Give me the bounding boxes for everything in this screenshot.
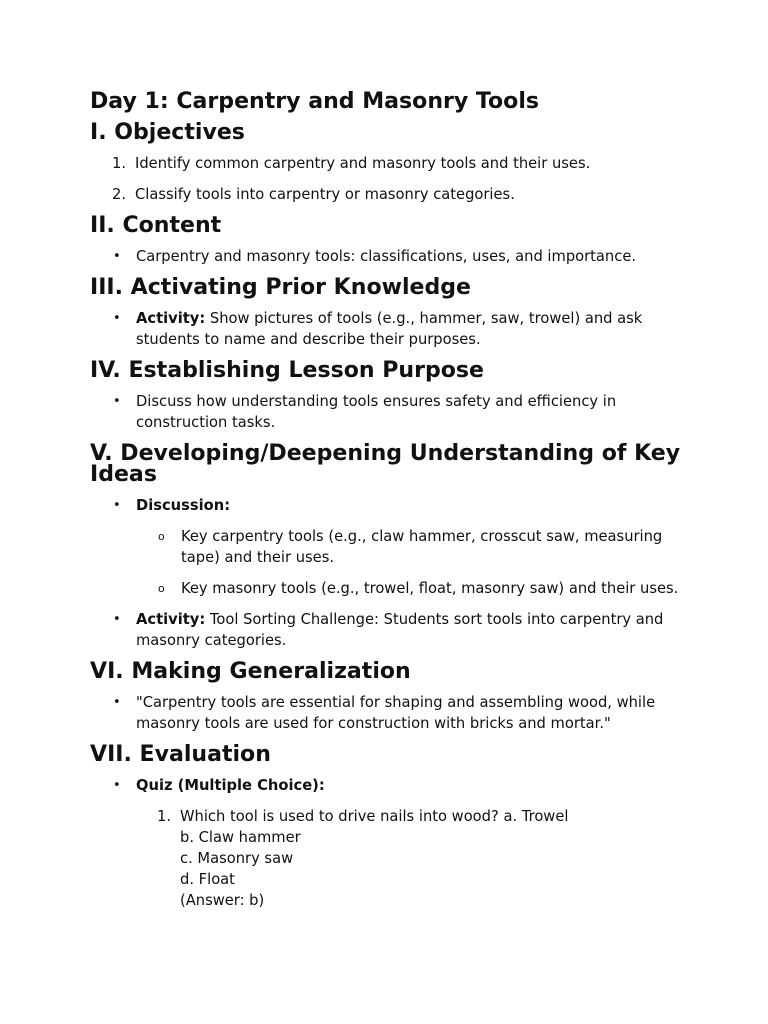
generalization-heading: VI. Making Generalization [90, 659, 411, 684]
prior-knowledge-heading: III. Activating Prior Knowledge [90, 275, 471, 300]
list-number: 1. [157, 808, 172, 825]
bullet-icon: • [113, 311, 121, 326]
activity-label: Activity: [136, 310, 206, 327]
circle-bullet-icon: o [158, 530, 165, 543]
quiz-question [90, 806, 690, 911]
answer-option: d. Float [180, 871, 235, 888]
prior-knowledge-item [90, 308, 690, 350]
activity-label: Activity: [136, 611, 206, 628]
bullet-icon: • [113, 498, 121, 513]
lesson-purpose-text: Discuss how understanding tools ensures safety and efficiency in construction tasks. [136, 393, 617, 431]
content-text: Carpentry and masonry tools: classifications, uses, and importance. [136, 248, 637, 265]
lesson-purpose-item [90, 391, 690, 433]
key-ideas-heading: V. Developing/Deepening Understanding of Key Ideas [90, 441, 681, 487]
content-heading: II. Content [90, 213, 222, 238]
list-number: 2. [112, 186, 127, 203]
document-title: Day 1: Carpentry and Masonry Tools [90, 89, 540, 114]
bullet-icon: • [113, 394, 121, 409]
question-text: Which tool is used to drive nails into wood? a. Trowel [180, 808, 569, 825]
objective-item [90, 184, 690, 205]
discussion-sub-item [90, 526, 690, 568]
discussion-label: Discussion: [136, 497, 231, 514]
quiz-label: Quiz (Multiple Choice): [136, 777, 325, 794]
generalization-item [90, 692, 690, 734]
quiz-question-body [180, 806, 690, 911]
lesson-purpose-heading: IV. Establishing Lesson Purpose [90, 358, 484, 383]
lesson-plan [90, 91, 690, 921]
evaluation-heading: VII. Evaluation [90, 742, 271, 767]
discussion-item [90, 495, 690, 516]
sorting-activity-text [136, 609, 690, 651]
activity-description: Tool Sorting Challenge: Students sort tools into carpentry and masonry categories. [136, 611, 664, 649]
objective-text: Identify common carpentry and masonry tools and their uses. [135, 155, 591, 172]
bullet-icon: • [113, 695, 121, 710]
content-item [90, 246, 690, 267]
discussion-sub-text: Key masonry tools (e.g., trowel, float, masonry saw) and their uses. [181, 580, 679, 597]
circle-bullet-icon: o [158, 582, 165, 595]
prior-knowledge-text [136, 308, 690, 350]
objectives-heading: I. Objectives [90, 120, 245, 145]
activity-description: Show pictures of tools (e.g., hammer, saw, trowel) and ask students to name and describe their purposes. [136, 310, 643, 348]
answer-key: (Answer: b) [180, 892, 265, 909]
bullet-icon: • [113, 612, 121, 627]
bullet-icon: • [113, 249, 121, 264]
bullet-icon: • [113, 778, 121, 793]
answer-option: c. Masonry saw [180, 850, 294, 867]
sorting-activity-item [90, 609, 690, 651]
discussion-sub-item [90, 578, 690, 599]
list-number: 1. [112, 155, 127, 172]
discussion-sub-text: Key carpentry tools (e.g., claw hammer, crosscut saw, measuring tape) and their uses. [181, 528, 663, 566]
objective-item [90, 153, 690, 174]
generalization-text: "Carpentry tools are essential for shaping and assembling wood, while masonry tools are used for construction with bricks and mortar." [136, 694, 656, 732]
objective-text: Classify tools into carpentry or masonry categories. [135, 186, 515, 203]
answer-option: b. Claw hammer [180, 829, 301, 846]
quiz-item [90, 775, 690, 796]
